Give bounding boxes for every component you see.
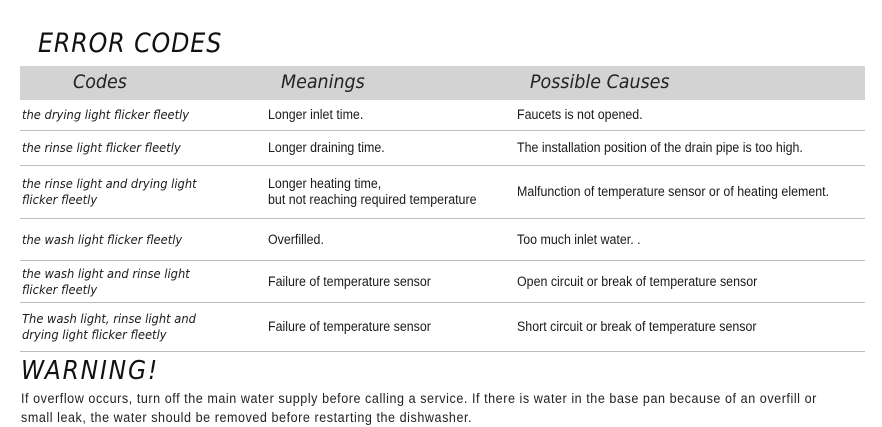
page-title: ERROR CODES — [38, 28, 223, 59]
table-row — [20, 166, 865, 219]
warning-text: If overflow occurs, turn off the main water supply before calling a service. If there is water in the base pan because of an overfill or small leak, the water should be removed before restarting the dishwasher. — [21, 391, 817, 425]
warning-heading: WARNING! — [21, 356, 160, 386]
cause-cell: Malfunction of temperature sensor or of heating element. — [517, 184, 830, 199]
table-row — [20, 261, 865, 303]
meaning-cell: Longer inlet time. — [268, 107, 364, 122]
meaning-cell: Overfilled. — [268, 231, 324, 247]
column-header-meanings: Meanings — [281, 71, 365, 93]
table-header — [20, 66, 865, 100]
meaning-cell: Failure of temperature sensor — [268, 273, 431, 289]
column-header-causes: Possible Causes — [530, 71, 670, 93]
table-row — [20, 100, 865, 131]
cause-cell: Too much inlet water. . — [517, 231, 641, 247]
cause-cell: Short circuit or break of temperature sensor — [517, 319, 757, 334]
meaning-cell: Longer heating time, but not reaching required temperature — [268, 176, 477, 207]
code-cell: the rinse light flicker fleetly — [22, 140, 181, 155]
cause-cell: Open circuit or break of temperature sensor — [517, 273, 758, 289]
meaning-cell: Failure of temperature sensor — [268, 319, 431, 334]
code-cell: the wash light flicker fleetly — [22, 231, 183, 247]
code-cell: the drying light flicker fleetly — [22, 107, 190, 122]
code-cell: The wash light, rinse light and drying light flicker fleetly — [22, 311, 196, 342]
code-cell: the wash light and rinse light flicker fleetly — [22, 265, 190, 297]
table-row — [20, 131, 865, 166]
meaning-cell: Longer draining time. — [268, 140, 385, 155]
table-row — [20, 219, 865, 261]
table-row — [20, 303, 865, 352]
code-cell: the rinse light and drying light flicker fleetly — [22, 176, 197, 207]
cause-cell: Faucets is not opened. — [517, 107, 643, 122]
column-header-codes: Codes — [73, 71, 127, 93]
cause-cell: The installation position of the drain pipe is too high. — [517, 140, 803, 155]
error-codes-table — [20, 66, 865, 352]
